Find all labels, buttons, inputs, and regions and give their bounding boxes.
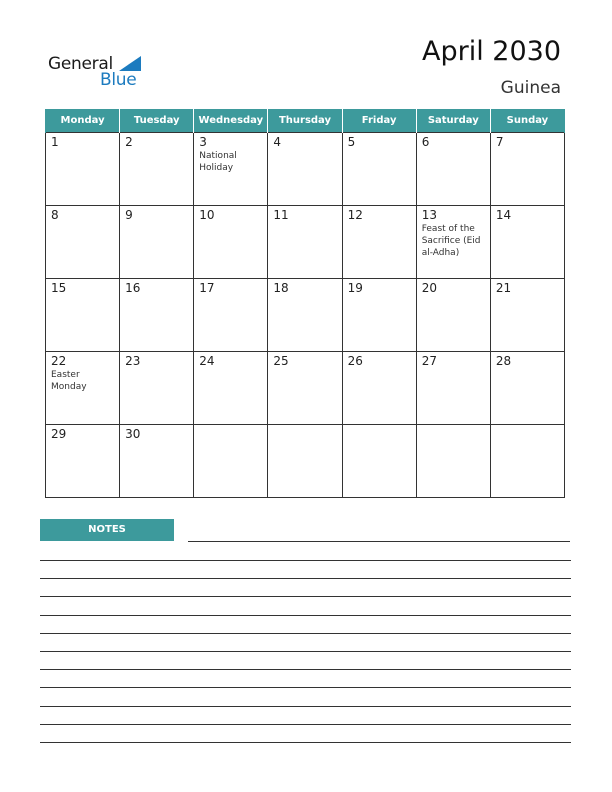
notes-rule-line	[40, 651, 571, 652]
holiday-label: Feast of the Sacrifice (Eid al-Adha)	[421, 224, 481, 258]
day-number: 3	[199, 135, 207, 149]
day-number: 23	[125, 354, 141, 368]
calendar-day-cell	[194, 352, 268, 425]
calendar-day-cell	[342, 279, 416, 352]
calendar-day-cell	[194, 206, 268, 279]
calendar-body	[46, 133, 565, 498]
day-number: 15	[51, 281, 67, 295]
calendar-day-cell	[342, 425, 416, 498]
day-number: 27	[421, 354, 437, 368]
weekday-header: Saturday	[416, 109, 490, 133]
calendar-day-cell	[194, 133, 268, 206]
day-number: 28	[495, 354, 512, 368]
calendar-day-cell	[46, 352, 120, 425]
weekday-header: Monday	[46, 109, 120, 133]
calendar-day-cell	[194, 279, 268, 352]
day-number: 20	[421, 281, 437, 295]
calendar-day-cell	[46, 133, 120, 206]
calendar-grid	[45, 109, 565, 498]
notes-rule-line	[40, 578, 571, 579]
calendar-day-cell	[490, 425, 564, 498]
day-number: 17	[199, 281, 215, 295]
calendar-day-cell	[268, 206, 342, 279]
calendar-day-cell	[342, 206, 416, 279]
calendar-week-row	[46, 133, 565, 206]
day-number: 24	[199, 354, 215, 368]
day-number: 5	[347, 135, 356, 149]
calendar-day-cell	[416, 206, 490, 279]
day-number: 12	[347, 208, 363, 222]
calendar-title: April 2030	[421, 36, 561, 67]
notes-rule-line	[40, 742, 571, 743]
day-number: 16	[125, 281, 141, 295]
notes-rule-line	[40, 615, 571, 616]
calendar-week-row	[46, 425, 565, 498]
calendar-day-cell	[46, 279, 120, 352]
weekday-header: Friday	[342, 109, 416, 133]
calendar-day-cell	[268, 352, 342, 425]
holiday-label: National Holiday	[199, 151, 237, 173]
calendar-day-cell	[416, 133, 490, 206]
notes-label: NOTES	[40, 519, 174, 541]
calendar-day-cell	[120, 206, 194, 279]
calendar-day-cell	[268, 133, 342, 206]
calendar-day-cell	[120, 279, 194, 352]
notes-rule-line	[40, 633, 571, 634]
day-number: 7	[495, 135, 504, 149]
calendar-day-cell	[194, 425, 268, 498]
calendar-day-cell	[416, 352, 490, 425]
calendar-day-cell	[416, 425, 490, 498]
notes-rule-line	[188, 541, 570, 542]
calendar-day-cell	[490, 352, 564, 425]
calendar-day-cell	[268, 425, 342, 498]
day-number: 22	[51, 354, 67, 368]
day-number: 10	[199, 208, 215, 222]
calendar-week-row	[46, 206, 565, 279]
weekday-header: Tuesday	[120, 109, 194, 133]
day-number: 1	[51, 135, 59, 149]
calendar-day-cell	[120, 425, 194, 498]
notes-rule-line	[40, 669, 571, 670]
notes-rule-line	[40, 687, 571, 688]
calendar-day-cell	[342, 352, 416, 425]
day-number: 9	[125, 208, 133, 222]
day-number: 2	[125, 135, 133, 149]
calendar-day-cell	[490, 206, 564, 279]
day-number: 4	[273, 135, 282, 149]
holiday-label: Easter Monday	[51, 370, 87, 392]
notes-rule-line	[40, 596, 571, 597]
logo-text-blue: Blue	[100, 70, 137, 90]
weekday-header-row	[46, 109, 565, 133]
calendar-day-cell	[120, 133, 194, 206]
calendar-day-cell	[342, 133, 416, 206]
calendar-day-cell	[46, 425, 120, 498]
calendar-day-cell	[490, 279, 564, 352]
day-number: 30	[125, 427, 141, 441]
weekday-header: Sunday	[490, 109, 564, 133]
day-number: 13	[421, 208, 437, 222]
day-number: 25	[273, 354, 289, 368]
generalblue-logo	[48, 54, 148, 94]
notes-rule-line	[40, 724, 571, 725]
notes-rule-line	[40, 560, 571, 561]
logo-text-general: General	[48, 54, 113, 74]
calendar-week-row	[46, 279, 565, 352]
day-number: 29	[51, 427, 67, 441]
calendar-day-cell	[268, 279, 342, 352]
day-number: 11	[273, 208, 289, 222]
calendar-week-row	[46, 352, 565, 425]
calendar-day-cell	[416, 279, 490, 352]
country-name: Guinea	[500, 78, 561, 98]
day-number: 19	[347, 281, 363, 295]
day-number: 26	[347, 354, 363, 368]
calendar-day-cell	[120, 352, 194, 425]
day-number: 14	[495, 208, 512, 222]
day-number: 8	[51, 208, 59, 222]
calendar-day-cell	[46, 206, 120, 279]
day-number: 6	[421, 135, 430, 149]
weekday-header: Thursday	[268, 109, 342, 133]
notes-rule-line	[40, 706, 571, 707]
weekday-header: Wednesday	[194, 109, 268, 133]
logo-triangle-icon	[119, 56, 141, 71]
calendar-day-cell	[490, 133, 564, 206]
day-number: 18	[273, 281, 289, 295]
day-number: 21	[495, 281, 512, 295]
